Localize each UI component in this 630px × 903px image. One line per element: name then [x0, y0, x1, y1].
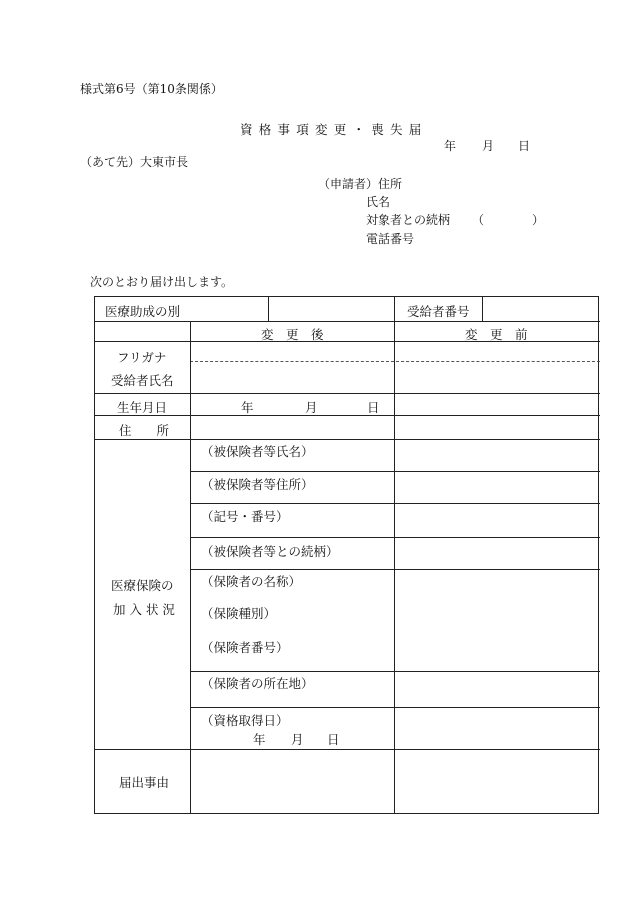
row-line — [190, 569, 600, 570]
qualification-date-label: （資格取得日） — [201, 713, 289, 728]
before-reason-field[interactable] — [395, 750, 599, 813]
row-line — [190, 537, 600, 538]
after-name-field[interactable] — [191, 342, 393, 392]
date-year: 年 — [444, 139, 457, 153]
after-address-field[interactable] — [191, 416, 393, 438]
form-number: 様式第6号（第10条関係） — [80, 82, 223, 96]
before-address-field[interactable] — [395, 416, 599, 438]
insured-address-label: （被保険者等住所） — [201, 477, 314, 492]
recipient-name-label: 受給者氏名 — [111, 373, 174, 388]
row-line — [190, 471, 600, 472]
birth-month: 月 — [305, 400, 318, 415]
aid-type-label: 医療助成の別 — [105, 304, 181, 319]
row-line — [95, 439, 600, 440]
before-name-field[interactable] — [395, 342, 599, 392]
applicant-name-label: 氏名 — [366, 195, 391, 209]
aid-type-field[interactable] — [269, 298, 393, 320]
furigana-label: フリガナ — [117, 350, 167, 365]
applicant-relation-label: 対象者との続柄 — [366, 213, 451, 227]
birthdate-label: 生年月日 — [117, 400, 168, 415]
recipient-number-field[interactable] — [483, 298, 599, 320]
qual-day: 日 — [327, 732, 340, 747]
insurance-status-label-1: 医療保険の — [111, 578, 174, 593]
qual-month: 月 — [291, 732, 304, 747]
symbol-number-label: （記号・番号） — [201, 509, 289, 524]
form-title: 資格事項変更・喪失届 — [240, 122, 428, 137]
insurance-status-label-2: 加 入 状 況 — [113, 602, 175, 617]
insurance-type-label: （保険種別） — [201, 606, 277, 621]
applicant-address-label: （申請者）住所 — [318, 177, 403, 191]
form-table — [94, 296, 599, 814]
row-line — [190, 707, 600, 708]
relation-paren-close: ） — [532, 213, 545, 227]
insurer-number-label: （保険者番号） — [201, 640, 289, 655]
insured-relation-label: （被保険者等との続柄） — [201, 544, 339, 559]
address-label: 住 所 — [119, 423, 170, 438]
date-day: 日 — [518, 139, 531, 153]
addressee: （あて先）大東市長 — [80, 155, 189, 169]
col-line — [190, 321, 191, 814]
after-change-header: 変 更 後 — [261, 327, 324, 342]
recipient-number-label: 受給者番号 — [407, 304, 470, 319]
insured-name-label: （被保険者等氏名） — [201, 444, 314, 459]
row-line — [95, 321, 600, 322]
insurer-location-label: （保険者の所在地） — [201, 676, 314, 691]
before-change-header: 変 更 前 — [465, 327, 528, 342]
date-month: 月 — [482, 139, 495, 153]
row-line — [95, 393, 600, 394]
reason-label: 届出事由 — [119, 775, 170, 790]
intro-text: 次のとおり届け出します。 — [90, 275, 234, 289]
insurer-name-label: （保険者の名称） — [201, 574, 302, 589]
qual-year: 年 — [253, 732, 266, 747]
row-line — [190, 503, 600, 504]
birth-year: 年 — [241, 400, 254, 415]
row-line — [190, 671, 600, 672]
after-reason-field[interactable] — [191, 750, 393, 813]
applicant-phone-label: 電話番号 — [366, 232, 415, 246]
birth-day: 日 — [367, 400, 380, 415]
relation-paren-open: （ — [472, 213, 485, 227]
